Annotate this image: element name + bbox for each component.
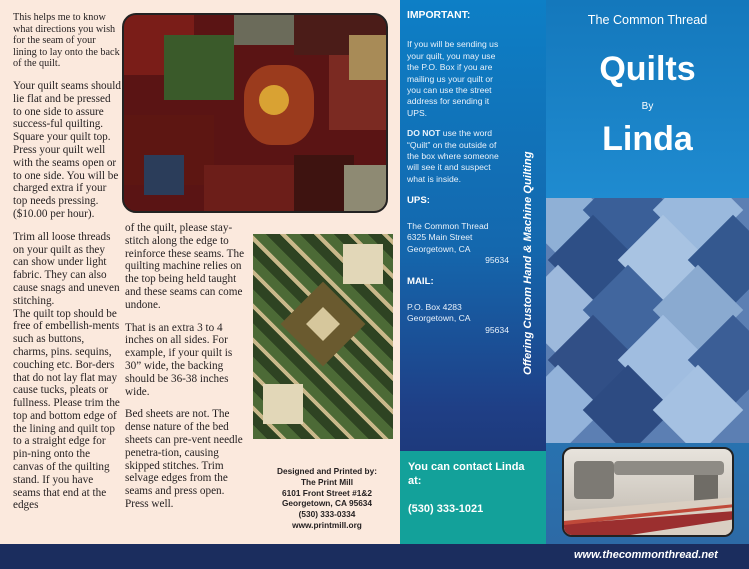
contact-text: You can contact Linda at:	[408, 461, 525, 487]
mail-zip: 95634	[485, 324, 509, 335]
cover-header	[546, 0, 749, 198]
ups-zip: 95634	[485, 254, 509, 265]
quilting-machine-photo	[562, 447, 734, 537]
red-quilt-photo	[122, 13, 388, 213]
ups-line: The Common Thread	[407, 220, 489, 231]
paragraph: That is an extra 3 to 4 inches on all sides. For example, if your quilt is 30” wide, the backing should be 36-38 inches wide.	[125, 321, 233, 398]
printer-line: Designed and Printed by:	[276, 466, 378, 476]
cover-name: Linda	[602, 120, 693, 158]
website-url: www.thecommonthread.net	[574, 549, 718, 561]
printer-line: www.printmill.org	[292, 519, 362, 530]
contact-box	[400, 451, 546, 544]
printer-credit	[262, 466, 392, 531]
printer-line: Georgetown, CA 95634	[281, 498, 373, 509]
contact-phone: (530) 333-1021	[408, 503, 484, 515]
mail-heading: MAIL:	[407, 276, 434, 288]
printer-line: 6101 Front Street #1&2	[282, 487, 372, 498]
paragraph: Your quilt seams should lie flat and be pressed to one side to assure success-ful quilting. Square your quilt top. Press your quilt well with the seams open or to one side. You will be charged extra if your top needs pressing. ($10.00 per hour).	[13, 79, 121, 220]
mailing-info	[407, 10, 509, 336]
paragraph: Bed sheets are not. The dense nature of the bed sheets can pre-vent needle penetra-tion, causing skipped stitches. Trim selvage edges from the seams and press open. Press well.	[125, 408, 243, 510]
tagline-text: Offering Custom Hand & Machine Quilting	[522, 151, 534, 375]
paragraph: Trim all loose threads on your quilt as they can show under light fabric. They can also cause snags and uneven stitching.	[13, 230, 120, 307]
printer-line: (530) 333-0334	[298, 509, 356, 520]
ups-heading: UPS:	[407, 195, 430, 207]
mail-line: P.O. Box 4283	[407, 301, 462, 312]
machine-illustration	[564, 449, 734, 537]
do-not-bold: DO NOT	[407, 128, 441, 139]
vertical-tagline	[500, 130, 545, 375]
green-quilt-photo	[253, 234, 393, 439]
paragraph: of the quilt, please stay-stitch along the edge to reinforce these seams. The quilting machine relies on the top being held taught and these seams can come undone.	[125, 222, 245, 311]
ups-line: 6325 Main Street	[407, 232, 473, 243]
text-column-2	[125, 222, 249, 521]
cover-title: Quilts	[599, 50, 696, 88]
cover-panel	[546, 0, 749, 544]
cover-by: By	[641, 101, 654, 112]
important-text: If you will be sending us your quilt, you may use the P.O. Box if you are mailing us your quilt or you can use the street address for sending it UPS.	[407, 39, 499, 118]
blue-quilt-image	[546, 198, 749, 443]
printer-line: The Print Mill	[300, 476, 354, 487]
brand-name: The Common Thread	[587, 13, 708, 27]
paragraph: This helps me to know what directions you wish for the seam of your lining to lay onto the back of the quilt.	[13, 12, 120, 70]
do-not-text	[407, 128, 509, 185]
text-column-1	[13, 12, 121, 522]
do-not-rest: use the word “Quilt” on the outside of the box where someone will see it and suspect what is inside.	[407, 128, 499, 184]
mail-line: Georgetown, CA	[407, 313, 471, 324]
paragraph: The quilt top should be free of embellish-ments such as buttons, charms, pins. sequins, couching etc. Bor-ders that do not lay flat may cause tucks, pleats or fullness. Please trim the top and bottom edge of the lining and quilt top to a straight edge for pin-ning onto the canvas of the quilting stand. If you have seams that end at the edges	[13, 307, 120, 512]
ups-line: Georgetown, CA	[407, 243, 471, 254]
important-heading: IMPORTANT:	[407, 10, 471, 21]
